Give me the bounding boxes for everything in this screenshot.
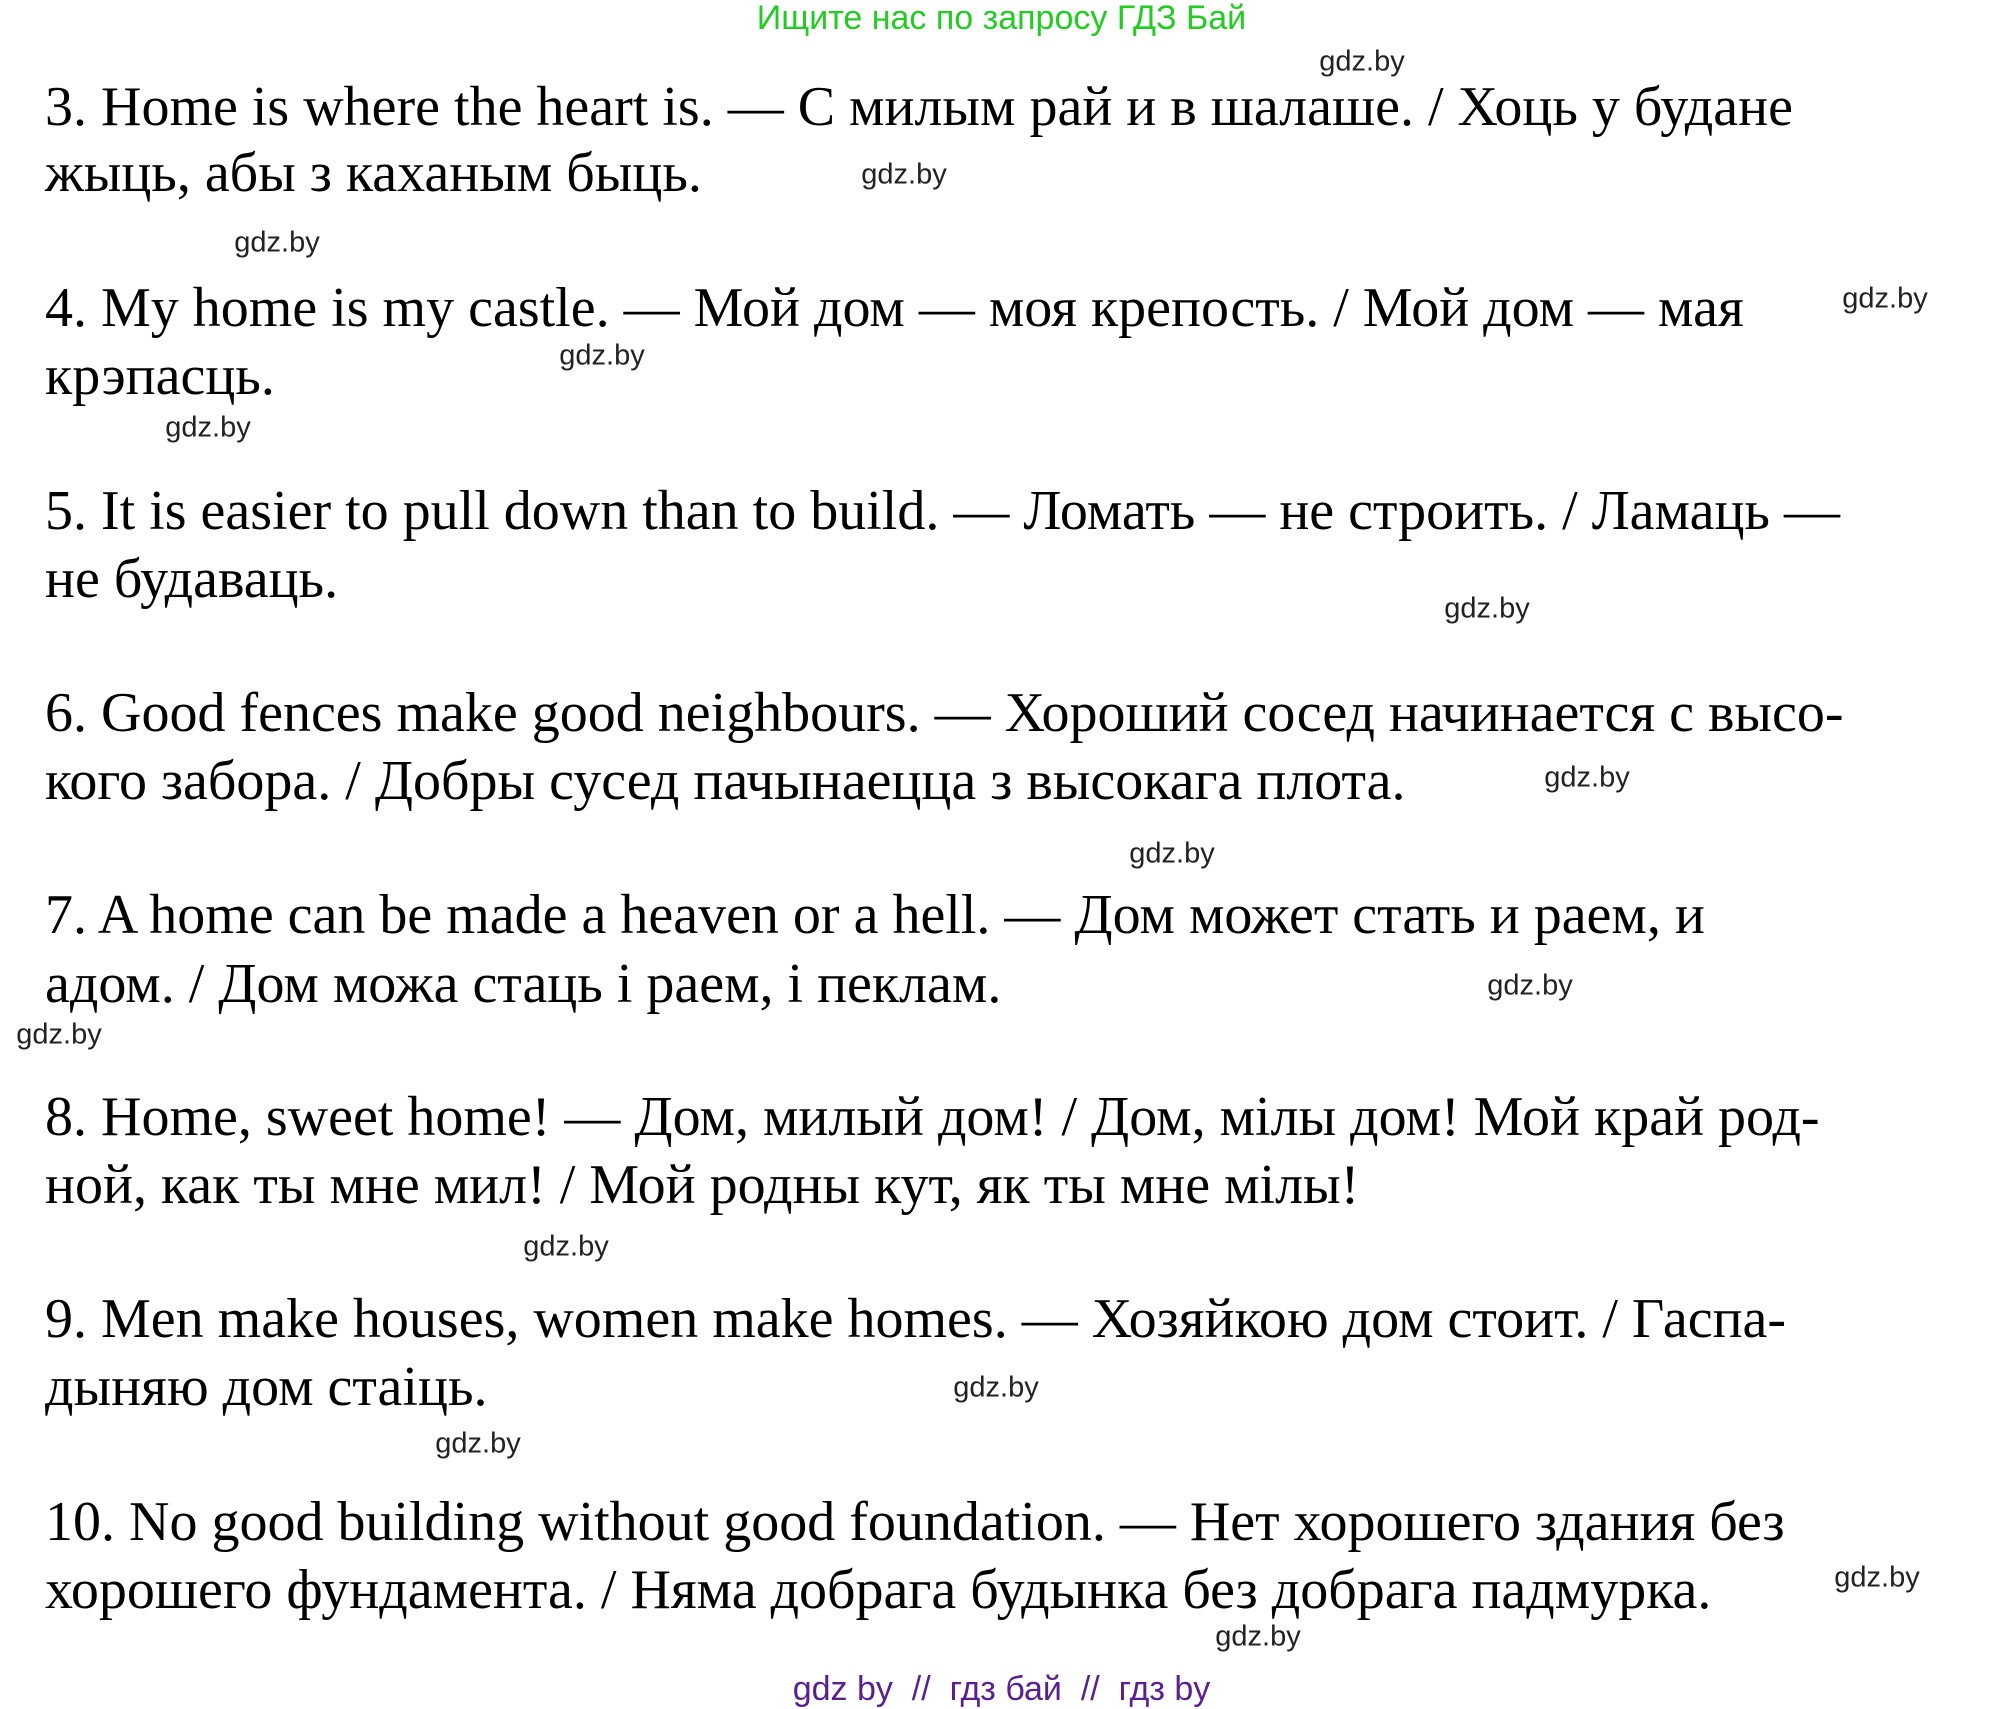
proverb-8-line-2: ной, как ты мне мил! / Мой родны кут, як ты мне мілы! <box>45 1154 1360 1216</box>
proverb-6-line-1: 6. Good fences make good neighbours. — Хороший сосед начинается с высо- <box>45 682 1844 744</box>
watermark: gdz.by <box>1444 592 1530 625</box>
proverb-10-line-2: хорошего фундамента. / Няма добрага будынка без добрага падмурка. <box>45 1559 1712 1621</box>
proverb-3-line-2: жыць, абы з каханым быць. <box>45 142 702 204</box>
search-hint-header: Ищите нас по запросу ГДЗ Бай <box>756 0 1247 37</box>
watermark: gdz.by <box>953 1371 1039 1404</box>
watermark: gdz.by <box>16 1018 102 1051</box>
proverb-7-line-1: 7. A home can be made a heaven or a hell. — Дом может стать и раем, и <box>45 884 1705 946</box>
watermark: gdz.by <box>234 226 320 259</box>
proverb-6-line-2: кого забора. / Добры сусед пачынаецца з высокага плота. <box>45 750 1406 812</box>
watermark: gdz.by <box>1544 761 1630 794</box>
watermark: gdz.by <box>1215 1620 1301 1653</box>
proverb-7-line-2: адом. / Дом можа стаць і раем, і пеклам. <box>45 953 1002 1015</box>
watermark: gdz.by <box>165 411 251 444</box>
proverb-3-line-1: 3. Home is where the heart is. — С милым рай и в шалаше. / Хоць у будане <box>45 76 1793 138</box>
watermark: gdz.by <box>1842 282 1928 315</box>
watermark: gdz.by <box>1834 1561 1920 1594</box>
proverb-5-line-2: не будаваць. <box>45 548 339 610</box>
proverb-8-line-1: 8. Home, sweet home! — Дом, милый дом! / Дом, мілы дом! Мой край род- <box>45 1086 1820 1148</box>
proverb-10-line-1: 10. No good building without good foundation. — Нет хорошего здания без <box>45 1491 1785 1553</box>
watermark: gdz.by <box>1129 837 1215 870</box>
watermark: gdz.by <box>1487 969 1573 1002</box>
proverb-9-line-2: дыняю дом стаіць. <box>45 1356 488 1418</box>
proverb-9-line-1: 9. Men make houses, women make homes. — Хозяйкою дом стоит. / Гаспа- <box>45 1288 1787 1350</box>
proverb-4-line-2: крэпасць. <box>45 345 275 407</box>
proverb-4-line-1: 4. My home is my castle. — Мой дом — моя крепость. / Мой дом — мая <box>45 277 1744 339</box>
watermark: gdz.by <box>1319 45 1405 78</box>
footer-site-links: gdz by // гдз бай // гдз by <box>792 1670 1211 1708</box>
watermark: gdz.by <box>523 1230 609 1263</box>
watermark: gdz.by <box>861 158 947 191</box>
proverb-5-line-1: 5. It is easier to pull down than to build. — Ломать — не строить. / Ламаць — <box>45 480 1840 542</box>
watermark: gdz.by <box>435 1427 521 1460</box>
watermark: gdz.by <box>559 339 645 372</box>
